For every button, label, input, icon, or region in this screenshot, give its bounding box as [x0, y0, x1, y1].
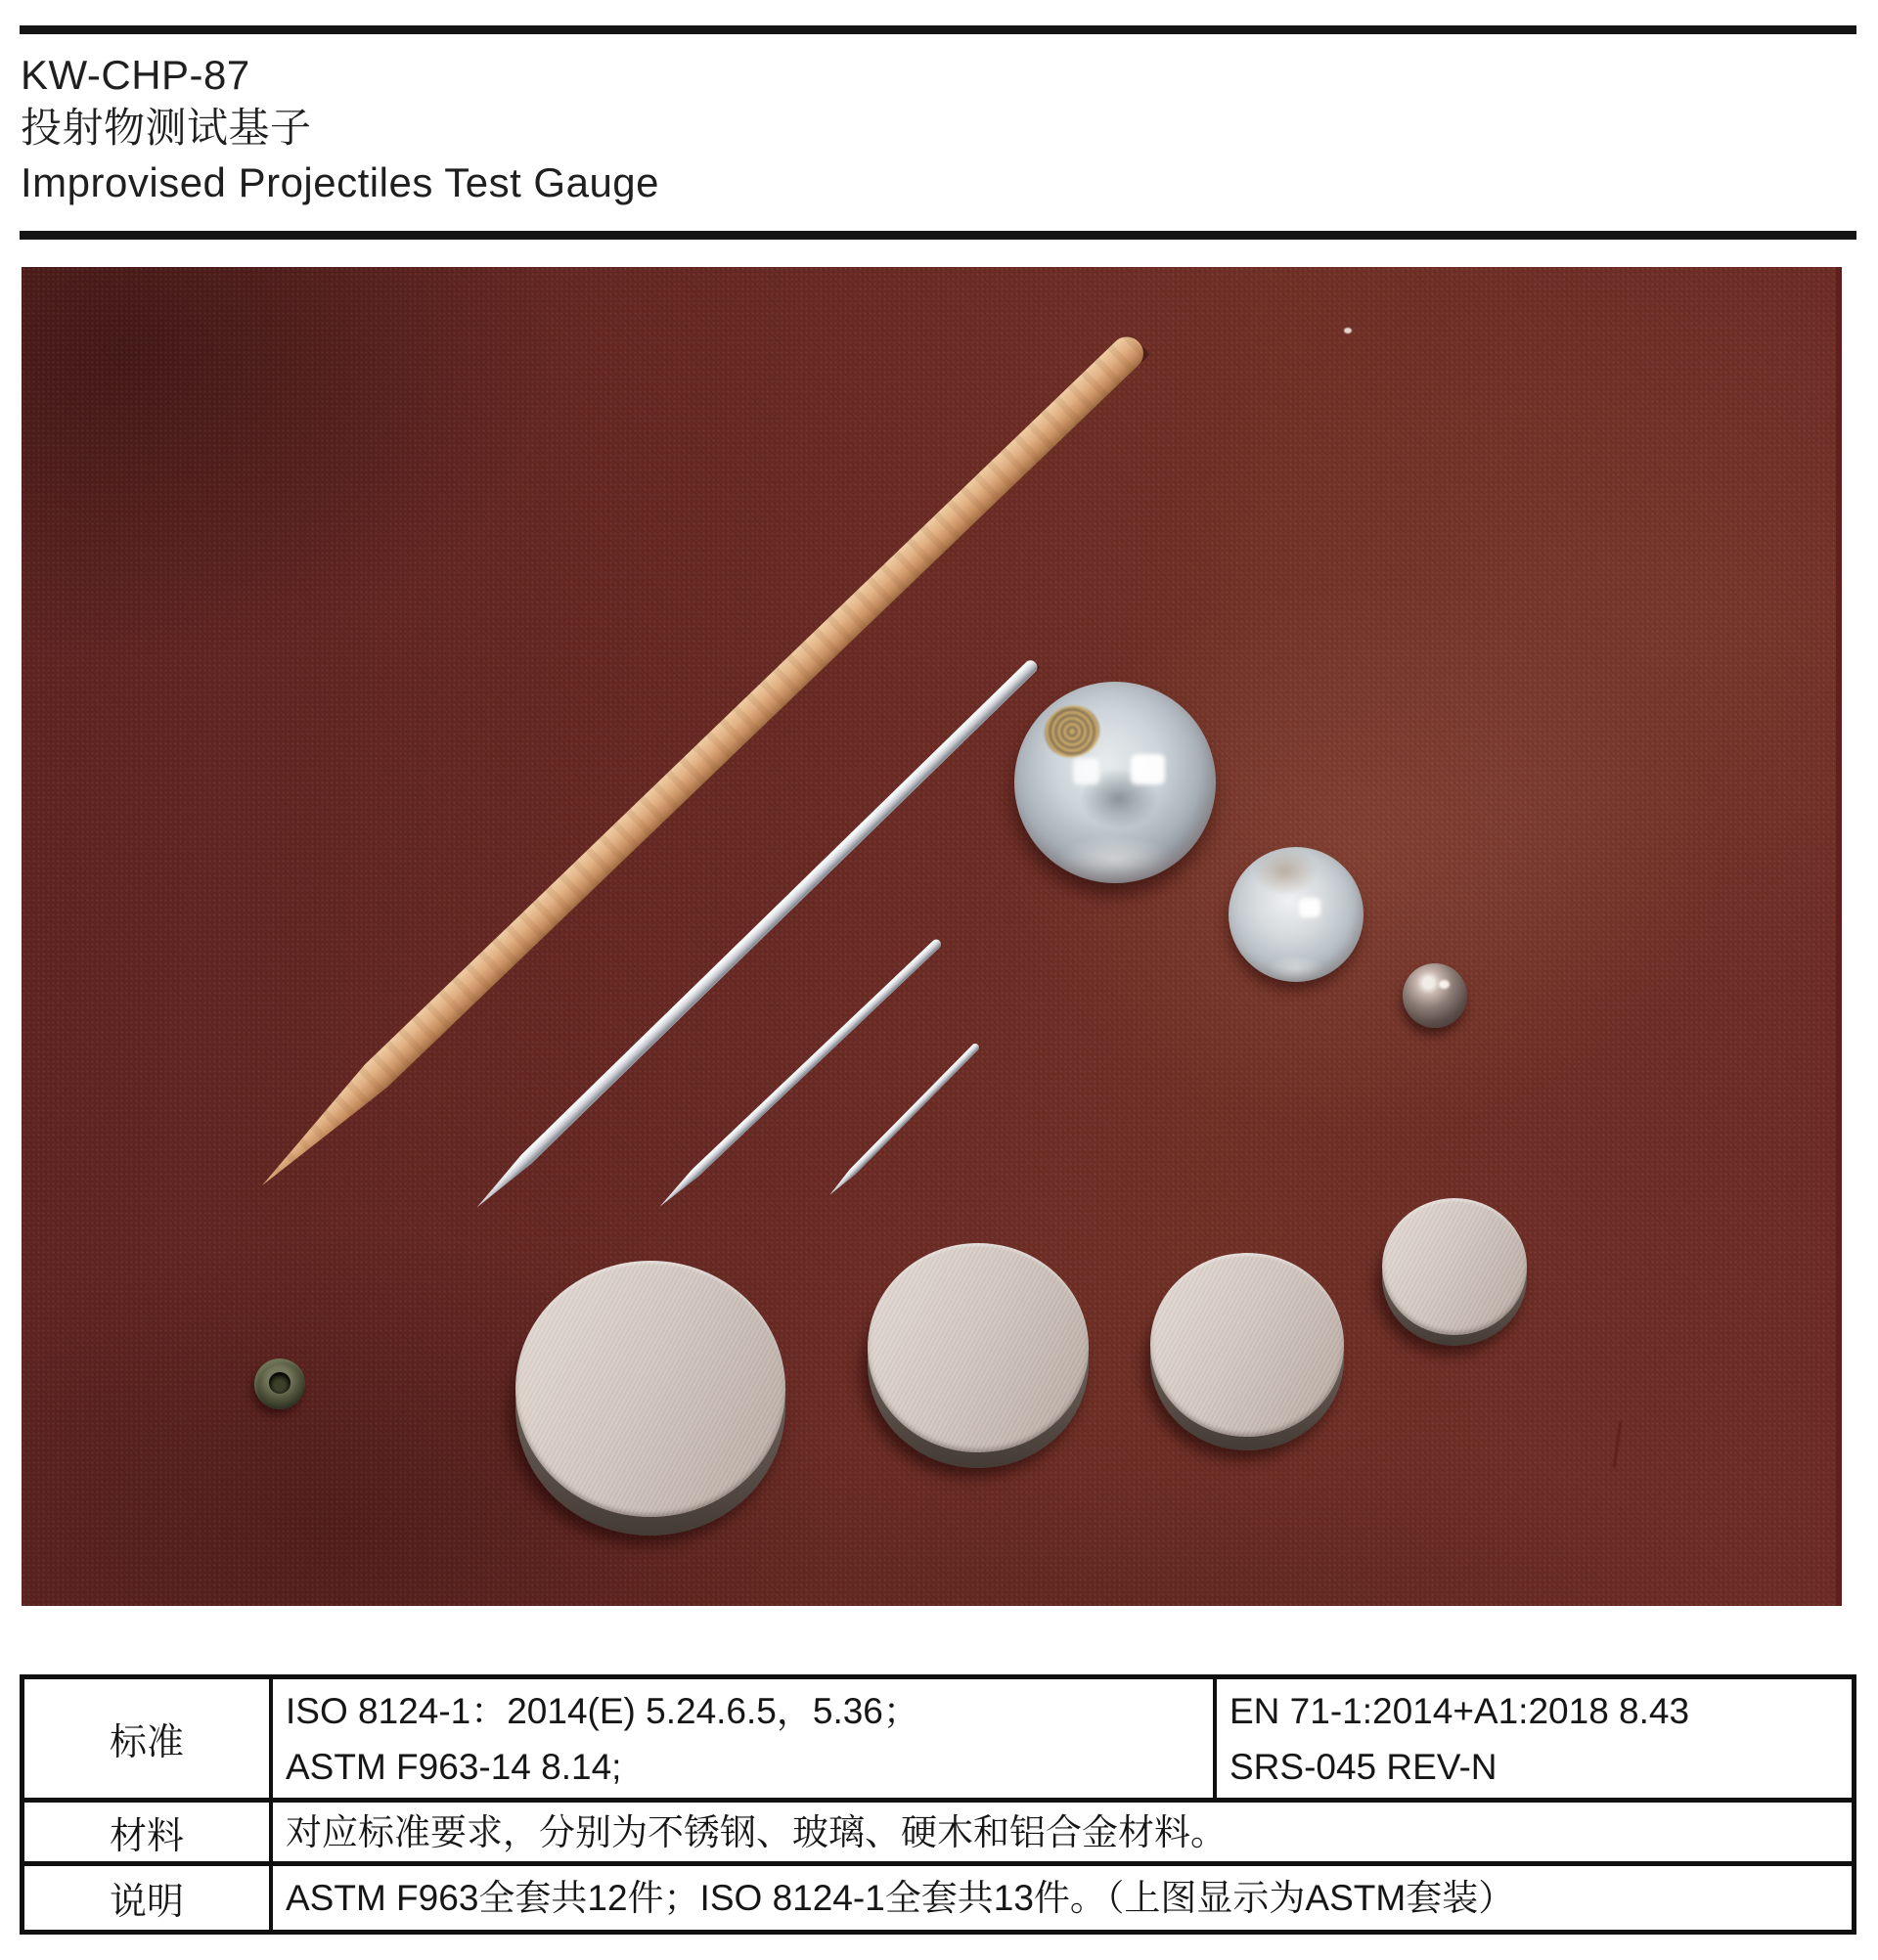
metal-disc-smallest: [1382, 1198, 1527, 1346]
product-code: KW-CHP-87: [21, 52, 250, 98]
metal-disc-small: [1150, 1253, 1344, 1450]
metal-ring: [254, 1359, 305, 1409]
page-title-chinese: 投射物测试基子: [21, 105, 312, 151]
metal-disc-medium: [868, 1243, 1089, 1468]
photo-right-edge: [1836, 267, 1842, 1606]
steel-ball-highlight: [1439, 980, 1450, 989]
fabric-crease: [1613, 1421, 1623, 1468]
steel-rod-medium: [656, 937, 943, 1210]
lint-speck: [1344, 328, 1352, 334]
glass-marble-large: [1014, 682, 1216, 883]
disc-face: [1382, 1198, 1527, 1335]
row-label-description: 说明: [24, 1866, 273, 1930]
spec-table: [20, 1674, 1856, 1935]
standard-line-iso: ISO 8124-1：2014(E) 5.24.6.5，5.36；: [286, 1690, 919, 1731]
metal-disc-large: [515, 1261, 785, 1536]
table-row-standard: [24, 1679, 1852, 1803]
header-bottom-rule: [20, 231, 1856, 240]
disc-face: [1150, 1253, 1344, 1437]
table-row-material: [24, 1803, 1852, 1866]
standard-iso-astm-cell: [273, 1679, 1217, 1798]
standard-line-astm: ASTM F963-14 8.14;: [286, 1746, 622, 1787]
material-text: 对应标准要求，分别为不锈钢、玻璃、硬木和铝合金材料。: [286, 1811, 1227, 1852]
description-text: ASTM F963全套共12件；ISO 8124-1全套共13件。（上图显示为ASTM套装）: [286, 1878, 1515, 1918]
steel-rod-large: [472, 657, 1041, 1212]
marble-highlight-right: [1131, 754, 1165, 784]
ring-hole: [269, 1372, 291, 1394]
row-label-material: 材料: [24, 1803, 273, 1861]
page-title-english: Improvised Projectiles Test Gauge: [21, 159, 660, 205]
marble-amber-reflection: [1038, 698, 1106, 764]
disc-face: [868, 1243, 1089, 1452]
table-row-description: [24, 1866, 1852, 1930]
standard-line-srs: SRS-045 REV-N: [1230, 1746, 1498, 1787]
standard-en-srs-cell: [1217, 1679, 1852, 1798]
marble-highlight: [1299, 898, 1320, 916]
marble-highlight-left: [1073, 758, 1099, 784]
product-photo: [22, 267, 1842, 1606]
disc-face: [515, 1261, 785, 1517]
standard-line-en: EN 71-1:2014+A1:2018 8.43: [1230, 1690, 1690, 1731]
description-cell: [273, 1866, 1852, 1930]
glass-marble-small: [1229, 847, 1364, 982]
steel-rod-small: [827, 1042, 980, 1197]
steel-ball: [1403, 963, 1467, 1028]
header-top-rule: [20, 25, 1856, 34]
row-label-standard: 标准: [24, 1679, 273, 1798]
material-cell: [273, 1803, 1852, 1861]
